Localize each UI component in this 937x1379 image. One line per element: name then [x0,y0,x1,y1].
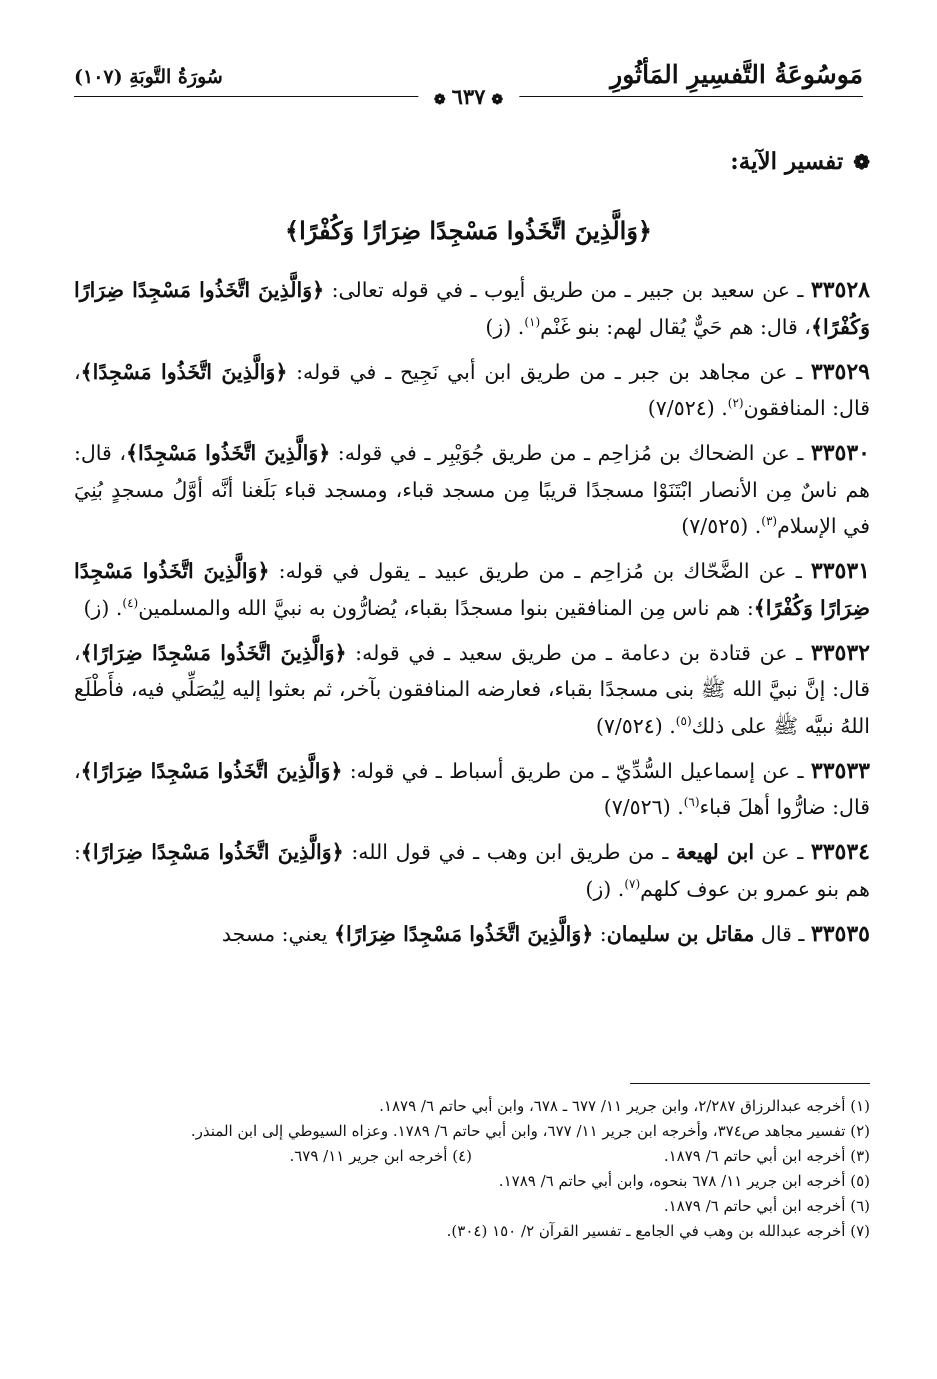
footnote-ref[interactable]: (٦) [683,795,700,810]
source-ref: . (٧/٥٢٤) [595,713,676,738]
source-ref: . (ز) [585,876,625,901]
narrator-name: مقاتل بن سليمان [606,921,755,946]
narration-number: ٣٣٥٣١ [810,558,870,584]
verse-quote: ﴿وَالَّذِينَ اتَّخَذُوا مَسْجِدًا﴾ [80,359,288,384]
footnote-ref[interactable]: (٧) [624,876,641,891]
narration-text: ، قال: ضارُّوا أهلَ قباء [74,758,870,819]
page-number: ٦٣٧ [451,84,486,109]
ornament-icon: ❁ [433,92,446,108]
narration-text: ـ عن قتادة بن دعامة ـ من طريق سعيد ـ في قوله: [346,640,811,665]
footnote-divider [630,1083,870,1084]
footnote: (٧) أخرجه عبدالله بن وهب في الجامع ـ تفسير القرآن ٢/ ١٥٠ (٣٠٤). [446,1222,870,1240]
narration-text: : هم ناس مِن المنافقين بنوا مسجدًا بقباء، يُضارُّون به نبيَّ الله والمسلمين [138,595,754,620]
narration-entry [74,916,870,953]
narration-text: ـ عن الضَّحّاك بن مُزاحِم ـ من طريق عبيد ـ يقول في قوله: [269,559,811,583]
narration-text: ـ عن الضحاك بن مُزاحِم ـ من طريق جُوَيْبِر ـ في قوله: [330,441,811,465]
verse-quote: ﴿وَالَّذِينَ اتَّخَذُوا مَسْجِدًا ضِرَارًا﴾ [80,640,347,665]
narration-text: ـ عن [754,840,811,864]
narration-text: ـ عن إسماعيل السُّدِّيّ ـ من طريق أسباط ـ في قوله: [342,758,811,783]
narration-entry [74,272,870,345]
footnote-pair [74,1144,870,1169]
flower-icon: ❁ [853,150,870,174]
narration-text: ـ من طريق ابن وهب ـ في قول الله: [343,840,676,864]
narration-number: ٣٣٥٣٣ [810,757,870,784]
narration-entry [74,635,870,745]
narration-text: ـ عن مجاهد بن جبر ـ من طريق ابن أبي نَجِيح ـ في قوله: [287,359,811,384]
narration-number: ٣٣٥٣٥ [810,920,870,947]
narration-number: ٣٣٥٣٤ [810,839,870,865]
narrations [74,272,870,961]
section-title-text: تفسير الآية: [730,148,844,175]
verse-quote: ﴿وَالَّذِينَ اتَّخَذُوا مَسْجِدًا ضِرَارًا﴾ [333,921,594,946]
source-ref: . (٧/٥٢٦) [603,795,684,819]
book-title: مَوسُوعَةُ التَّفسِيرِ المَأثُورِ [610,60,863,89]
narration-text: ، قال: إنَّ نبيَّ الله ﷺ بنى مسجدًا بقباء، فعارضه المنافقون بآخر، ثم بعثوا إليه لِيُصَلِّي فيه، فأَطْلَع اللهُ نبيَّه ﷺ على ذلك [74,640,870,738]
source-ref: . (٧/٥٢٤) [647,396,728,420]
narration-text: ، قال: هم حَيٌّ يُقال لهم: بنو غَنْم [540,314,811,339]
source-ref: . (ز) [83,595,123,620]
footnotes [74,1094,870,1244]
footnote: (٥) أخرجه ابن جرير ١١/ ٦٧٨ بنحوه، وابن أبي حاتم ٦/ ١٧٨٩. [498,1172,870,1190]
narration-number: ٣٣٥٢٩ [810,358,870,385]
page-header [74,52,863,109]
source-ref: . (٧/٥٢٥) [681,514,762,538]
verse-quote: ﴿وَالَّذِينَ اتَّخَذُوا مَسْجِدًا﴾ [126,441,331,465]
footnote: (١) أخرجه عبدالرزاق ٢/٢٨٧، وابن جرير ١١/ ٦٧٧ ـ ٦٧٨، وابن أبي حاتم ٦/ ١٨٧٩. [379,1097,870,1115]
verse-quote: ﴿وَالَّذِينَ اتَّخَذُوا مَسْجِدًا ضِرَارًا﴾ [80,758,343,783]
narration-entry [74,834,870,907]
footnote: (٣) أخرجه ابن أبي حاتم ٦/ ١٨٧٩. [663,1147,870,1165]
narration-entry [74,553,870,626]
narration-text: يعني: مسجد [221,921,334,946]
narrator-name: ابن لهيعة [676,840,755,864]
footnote: (٦) أخرجه ابن أبي حاتم ٦/ ١٨٧٩. [663,1197,870,1215]
footnote-ref[interactable]: (٣) [761,514,778,529]
narration-text: : [593,921,607,946]
narration-text: : هم بنو عمرو بن عوف كلهم [74,840,870,901]
narration-text: ، قال: المنافقون [74,359,870,420]
page-number-box [418,84,519,109]
footnote-ref[interactable]: (٤) [122,595,139,610]
narration-text: ، قال: هم ناسٌ مِن الأنصار ابْتَنَوْا مسجدًا قريبًا مِن مسجد قباء، ومسجد قباء بَلَغنا أنَّه أوَّلُ مسجدٍ بُنِيَ في الإسلام [74,441,870,538]
narration-number: ٣٣٥٣٢ [810,639,870,666]
narration-number: ٣٣٥٣٠ [810,440,870,466]
surah-label: سُورَةُ التَّوبَةِ (١٠٧) [74,66,223,88]
verse-quote: ﴿وَالَّذِينَ اتَّخَذُوا مَسْجِدًا ضِرَارًا وَكُفْرًا﴾ [74,278,870,339]
narration-text: ـ عن سعيد بن جبير ـ من طريق أيوب ـ في قوله تعالى: [324,278,811,302]
section-title [730,148,870,175]
narration-entry [74,435,870,545]
verse-quote: ﴿وَالَّذِينَ اتَّخَذُوا مَسْجِدًا ضِرَارًا﴾ [80,840,344,864]
footnote: (٤) أخرجه ابن جرير ١١/ ٦٧٩. [289,1147,472,1165]
footnote-ref[interactable]: (٢) [727,396,744,411]
narration-entry [74,753,870,826]
verse-quote: ﴿وَالَّذِينَ اتَّخَذُوا مَسْجِدًا ضِرَارًا وَكُفْرًا﴾ [74,559,870,620]
footnote: (٢) تفسير مجاهد ص٣٧٤، وأخرجه ابن جرير ١١/ ٦٧٧، وابن أبي حاتم ٦/ ١٧٨٩. وعزاه السيوطي إلى ابن المنذر. [190,1122,870,1140]
ornament-icon: ❁ [491,92,504,108]
narration-entry [74,354,870,427]
source-ref: . (ز) [485,314,525,339]
quran-verse: ﴿وَالَّذِينَ اتَّخَذُوا مَسْجِدًا ضِرَارًا وَكُفْرًا﴾ [285,216,652,245]
narration-text: ـ قال [754,921,811,946]
footnote-ref[interactable]: (٥) [675,713,692,728]
narration-number: ٣٣٥٢٨ [810,277,870,303]
footnote-ref[interactable]: (١) [524,314,541,329]
